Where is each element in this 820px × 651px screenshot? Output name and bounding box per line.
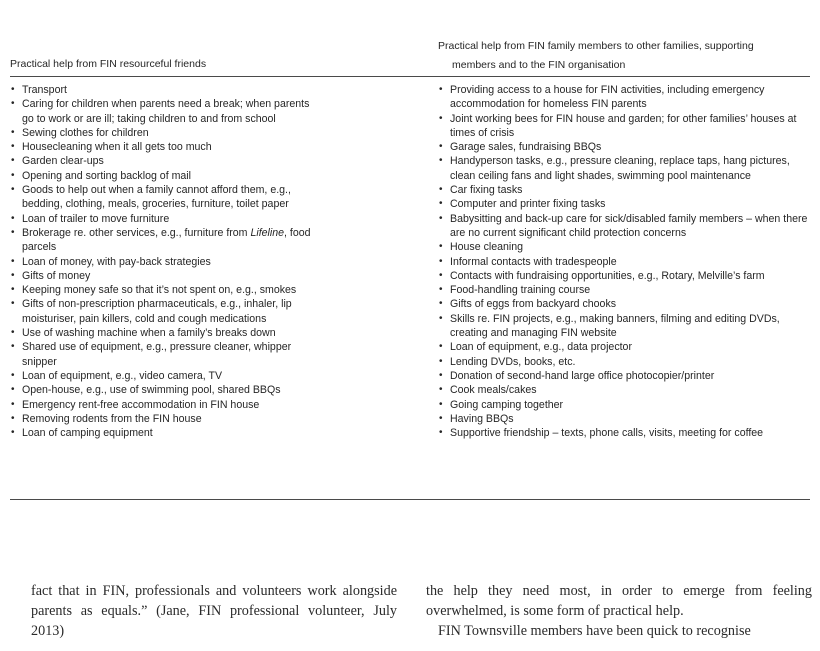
bullet-icon: • [439,298,443,310]
right-help-item-text: Car fixing tasks [450,184,523,197]
right-help-item-text: Cook meals/cakes [450,384,537,397]
right-help-item-text: Supportive friendship – texts, phone calls, visits, meeting for coffee [450,427,764,440]
left-help-item-text: Loan of equipment, e.g., video camera, TV [22,369,223,382]
right-header-line-2: members and to the FIN organisation [452,59,626,71]
bullet-icon: • [11,427,15,439]
left-help-item [10,83,318,97]
right-header-line-1: Practical help from FIN family members to other families, supporting [438,40,754,52]
right-help-item-text: Garage sales, fundraising BBQs [450,141,602,154]
left-help-item-text: Removing rodents from the FIN house [22,412,202,425]
bullet-icon: • [439,84,443,95]
bullet-icon: • [11,126,15,138]
left-column-header: Practical help from FIN resourceful friends [10,58,207,70]
right-help-item-text: Skills re. FIN projects, e.g., making banners, filming and editing DVDs, creating and managing FIN website [450,312,780,340]
bullet-icon: • [11,255,15,267]
bullet-icon: • [439,141,443,153]
bullet-icon: • [439,369,443,381]
left-help-item-text: Loan of money, with pay-back strategies [22,255,211,268]
right-help-item-text: Food-handling training course [450,284,591,297]
left-help-item-text: Opening and sorting backlog of mail [22,169,192,182]
bullet-icon: • [11,384,15,396]
right-help-item [438,269,818,283]
right-column-header [438,37,810,75]
left-help-item-text: Loan of camping equipment [22,427,153,440]
bullet-icon: • [11,141,15,153]
right-help-item-text: Loan of equipment, e.g., data projector [450,341,632,354]
right-help-item [438,83,818,112]
left-help-item-text: Use of washing machine when a family’s breaks down [22,327,276,340]
left-help-item [10,326,318,340]
left-help-item-text: Shared use of equipment, e.g., pressure cleaner, whipper snipper [22,341,292,368]
left-help-item [10,154,318,168]
bullet-icon: • [11,327,15,339]
bullet-icon: • [439,412,443,424]
bullet-icon: • [11,284,15,296]
table-body [10,77,810,499]
left-help-item-text: Sewing clothes for children [22,126,149,139]
right-help-item-text: Computer and printer fixing tasks [450,198,606,211]
right-help-item [438,297,818,311]
bullet-icon: • [439,427,443,439]
left-help-item [10,383,318,397]
bullet-icon: • [439,241,443,253]
right-help-item [438,154,818,183]
bullet-icon: • [11,98,15,110]
body-paragraph-right [426,581,812,641]
bullet-icon: • [439,269,443,281]
right-help-item [438,255,818,269]
quote-continuation: fact that in FIN, professionals and volunteers work alongside parents as equals.” (Jane, FIN professional volunteer, July 2013) [31,583,397,639]
paragraph-continuation: the help they need most, in order to emerge from feeling overwhelmed, is some form of practical help. [426,583,812,619]
left-help-item [10,269,318,283]
left-help-item [10,140,318,154]
left-help-list [10,83,318,440]
bullet-icon: • [439,255,443,267]
left-help-item-text: Housecleaning when it all gets too much [22,141,212,154]
right-help-item-text: Informal contacts with tradespeople [450,255,617,268]
bullet-icon: • [439,184,443,196]
bullet-icon: • [11,269,15,281]
bullet-icon: • [439,341,443,353]
paragraph-start: FIN Townsville members have been quick to recognise [438,623,751,639]
left-help-item-text: Goods to help out when a family cannot afford them, e.g., bedding, clothing, meals, groceries, furniture, toilet paper [22,184,291,211]
left-help-item [10,126,318,140]
left-help-item-text: Gifts of money [22,269,91,282]
right-help-item-text: Going camping together [450,398,564,411]
bullet-icon: • [11,412,15,424]
bullet-icon: • [439,112,443,124]
help-table [10,36,810,500]
bullet-icon: • [439,212,443,224]
bullet-icon: • [439,155,443,167]
bullet-icon: • [439,284,443,296]
right-help-item [438,283,818,297]
right-help-item [438,426,818,440]
right-help-item-text: Contacts with fundraising opportunities, e.g., Rotary, Melville’s farm [450,269,765,282]
right-help-item [438,140,818,154]
right-help-item-text: Gifts of eggs from backyard chooks [450,298,617,311]
left-help-item [10,369,318,383]
left-help-item-text: Garden clear-ups [22,155,104,168]
left-help-item [10,169,318,183]
left-help-item [10,97,318,126]
left-help-item [10,412,318,426]
right-help-item-text: Having BBQs [450,412,514,425]
table-header [10,36,810,73]
left-help-item [10,226,318,255]
right-help-item-text: Joint working bees for FIN house and garden; for other families’ houses at times of crisis [450,112,797,139]
bullet-icon: • [11,84,15,95]
right-help-item-text: House cleaning [450,241,524,254]
right-help-item [438,240,818,254]
lifeline-italic: Lifeline [250,226,285,239]
bullet-icon: • [11,184,15,196]
right-help-item [438,398,818,412]
right-help-item [438,312,818,341]
bullet-icon: • [439,355,443,367]
body-paragraph-left [31,581,397,641]
left-help-item-text: Gifts of non-prescription pharmaceuticals, e.g., inhaler, lip moisturiser, pain killers, cold and cough medications [22,298,292,325]
right-help-item [438,412,818,426]
left-help-item-text: Loan of trailer to move furniture [22,212,170,225]
right-help-item-text: Babysitting and back-up care for sick/disabled family members – when there are no current significant child protection concerns [450,212,808,239]
left-help-item [10,340,318,369]
right-help-item [438,197,818,211]
bullet-icon: • [11,298,15,310]
right-help-item [438,212,818,241]
bullet-icon: • [439,398,443,410]
bullet-icon: • [11,169,15,181]
left-help-item [10,297,318,326]
left-help-item-text: Caring for children when parents need a break; when parents go to work or are ill; taking children to and from school [22,98,310,125]
bullet-icon: • [11,226,15,238]
left-help-item [10,183,318,212]
right-help-list [438,83,818,440]
right-help-item [438,340,818,354]
bullet-icon: • [11,155,15,167]
right-help-item [438,183,818,197]
table-bottom-rule [10,499,810,500]
left-help-item [10,212,318,226]
bullet-icon: • [11,341,15,353]
bullet-icon: • [439,198,443,210]
left-help-item-text: Keeping money safe so that it’s not spent on, e.g., smokes [22,284,297,297]
right-help-item [438,355,818,369]
right-help-item [438,112,818,141]
left-help-item [10,398,318,412]
right-help-item [438,383,818,397]
left-help-item-text: Brokerage re. other services, e.g., furniture from [22,226,248,239]
left-help-item-text: Emergency rent-free accommodation in FIN house [22,398,260,411]
right-help-item-text: Donation of second-hand large office photocopier/printer [450,369,715,382]
left-help-item [10,283,318,297]
left-help-item [10,426,318,440]
bullet-icon: • [439,312,443,324]
bullet-icon: • [439,384,443,396]
right-help-item [438,369,818,383]
lifeline-tail: , food parcels [22,226,311,254]
bullet-icon: • [11,212,15,224]
bullet-icon: • [11,398,15,410]
left-help-item-text: Transport [22,84,67,96]
right-help-item-text: Handyperson tasks, e.g., pressure cleaning, replace taps, hang pictures, clean ceiling fans and light shades, swimming pool maintenance [450,155,790,182]
right-help-item-text: Providing access to a house for FIN activities, including emergency accommodation for homeless FIN parents [450,84,765,111]
left-help-item-text: Open-house, e.g., use of swimming pool, shared BBQs [22,384,281,397]
bullet-icon: • [11,369,15,381]
left-help-item [10,255,318,269]
right-help-item-text: Lending DVDs, books, etc. [450,355,576,368]
